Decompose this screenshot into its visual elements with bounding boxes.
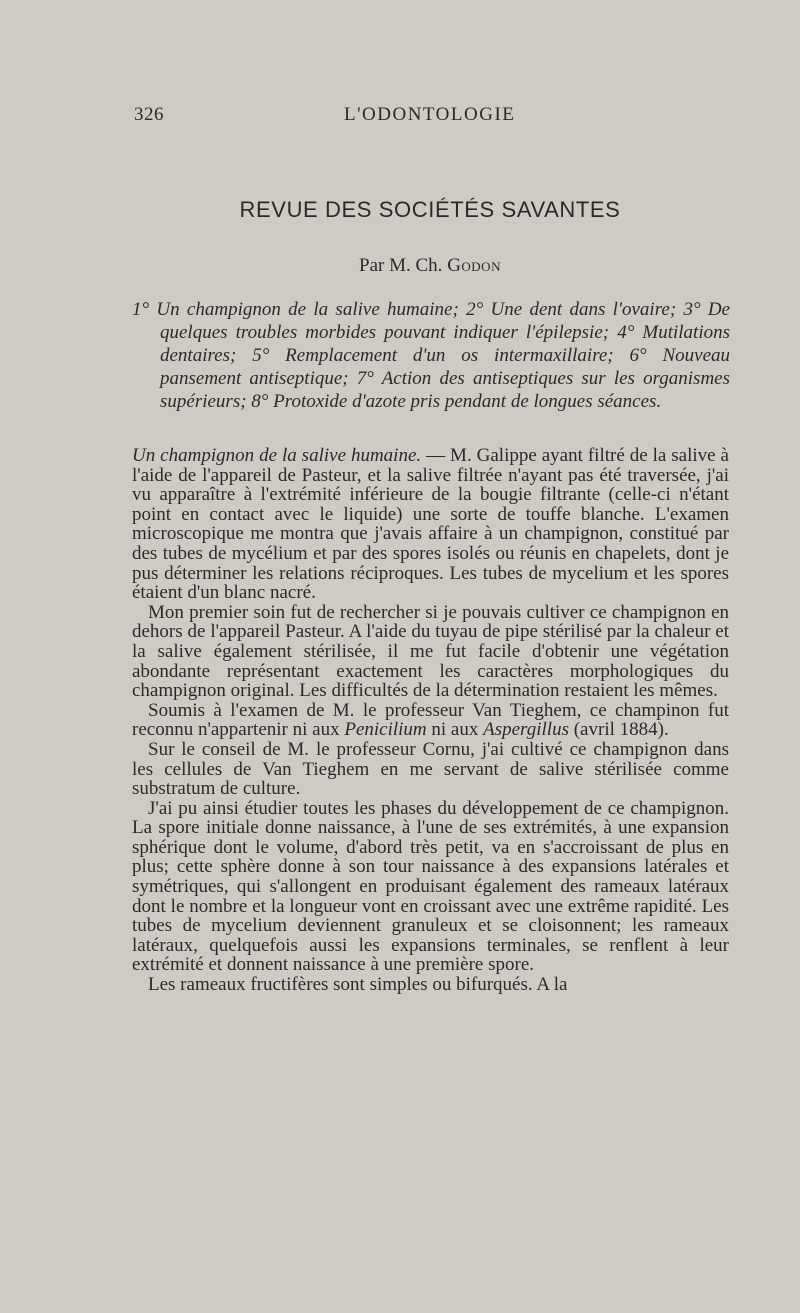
paragraph-3-text-after: (avril 1884). [568, 719, 669, 741]
author-name: Godon [447, 255, 501, 276]
paragraph-6: Les rameaux fructifères sont simples ou bifurqués. A la [148, 974, 568, 996]
section-title: REVUE DES SOCIÉTÉS SAVANTES [239, 197, 621, 222]
paragraph-3-text-before: Soumis à l'examen de M. le professeur Van Tieghem, ce champinon fut reconnu n'appartenir ni aux [132, 699, 729, 741]
paragraph-1 [132, 446, 729, 603]
summary-list: 1° Un champignon de la salive humaine; 2° Une dent dans l'ovaire; 3° De quelques troubles morbides pouvant indiquer l'épilepsie; 4° Mutilations dentaires; 5° Remplacement d'un os intermaxillaire; 6° Nouveau pansement antiseptique; 7° Action des antiseptiques sur les organismes supérieurs; 8° Protoxide d'azote pris pendant de longues séances. [132, 299, 730, 412]
paragraph-3 [132, 701, 729, 740]
paragraph-1-heading: Un champignon de la salive humaine. [132, 445, 422, 466]
paragraph-3-text-middle: ni aux [426, 719, 484, 741]
article-body [132, 446, 729, 995]
paragraph-1-text: — M. Galippe ayant filtré de la salive à l'aide de l'appareil de Pasteur, et la salive filtrée n'ayant pas été traversée, j'ai vu apparaître à l'extrémité inférieure de la bougie filtrante (celle-ci n'étant point en contact avec le liquide) une sorte de touffe blanche. L'examen microscopique me montra que j'avais affaire à un champignon, constitué par des tubes de mycélium et par des spores isolés ou réunis en chapelets, dont je pus déterminer les relations réciproques. Les tubes de mycelium et les spores étaient d'un blanc nacré. [132, 445, 729, 604]
paragraph-2: Mon premier soin fut de rechercher si je pouvais cultiver ce champignon en dehors de l'appareil Pasteur. A l'aide du tuyau de pipe stérilisé par la chaleur et la salive également stérilisée, il me fut facile d'obtenir une végétation abondante représentant exactement les caractères morphologiques du champignon original. Les difficultés de la détermination restaient les mêmes. [132, 601, 729, 702]
paragraph-3-italic-penicilium: Penicilium [344, 719, 427, 741]
byline [0, 255, 800, 277]
paragraph-4: Sur le conseil de M. le professeur Cornu, j'ai cultivé ce champignon dans les cellules de Van Tieghem en me servant de salive stérilisée comme substratum de culture. [132, 738, 729, 800]
byline-prefix: Par M. Ch. [359, 255, 443, 276]
journal-title: L'ODONTOLOGIE [344, 104, 516, 125]
running-head [134, 104, 724, 132]
paragraph-3-italic-aspergillus: Aspergillus [483, 719, 569, 741]
paragraph-5: J'ai pu ainsi étudier toutes les phases du développement de ce champignon. La spore initiale donne naissance, à l'une de ses extrémités, à une expansion sphérique dont le volume, d'abord très petit, va en s'accroissant de plus en plus; cette sphère donne à son tour naissance à des expansions latérales et symétriques, qui s'allongent en produisant également des rameaux latéraux dont le nombre et la longueur vont en croissant avec une extrême rapidité. Les tubes de mycelium deviennent granuleux et se cloisonnent; les rameaux latéraux, quelquefois aussi les expansions terminales, se renflent à leur extrémité et donnent naissance à une première spore. [132, 797, 729, 976]
page-number: 326 [134, 104, 164, 125]
